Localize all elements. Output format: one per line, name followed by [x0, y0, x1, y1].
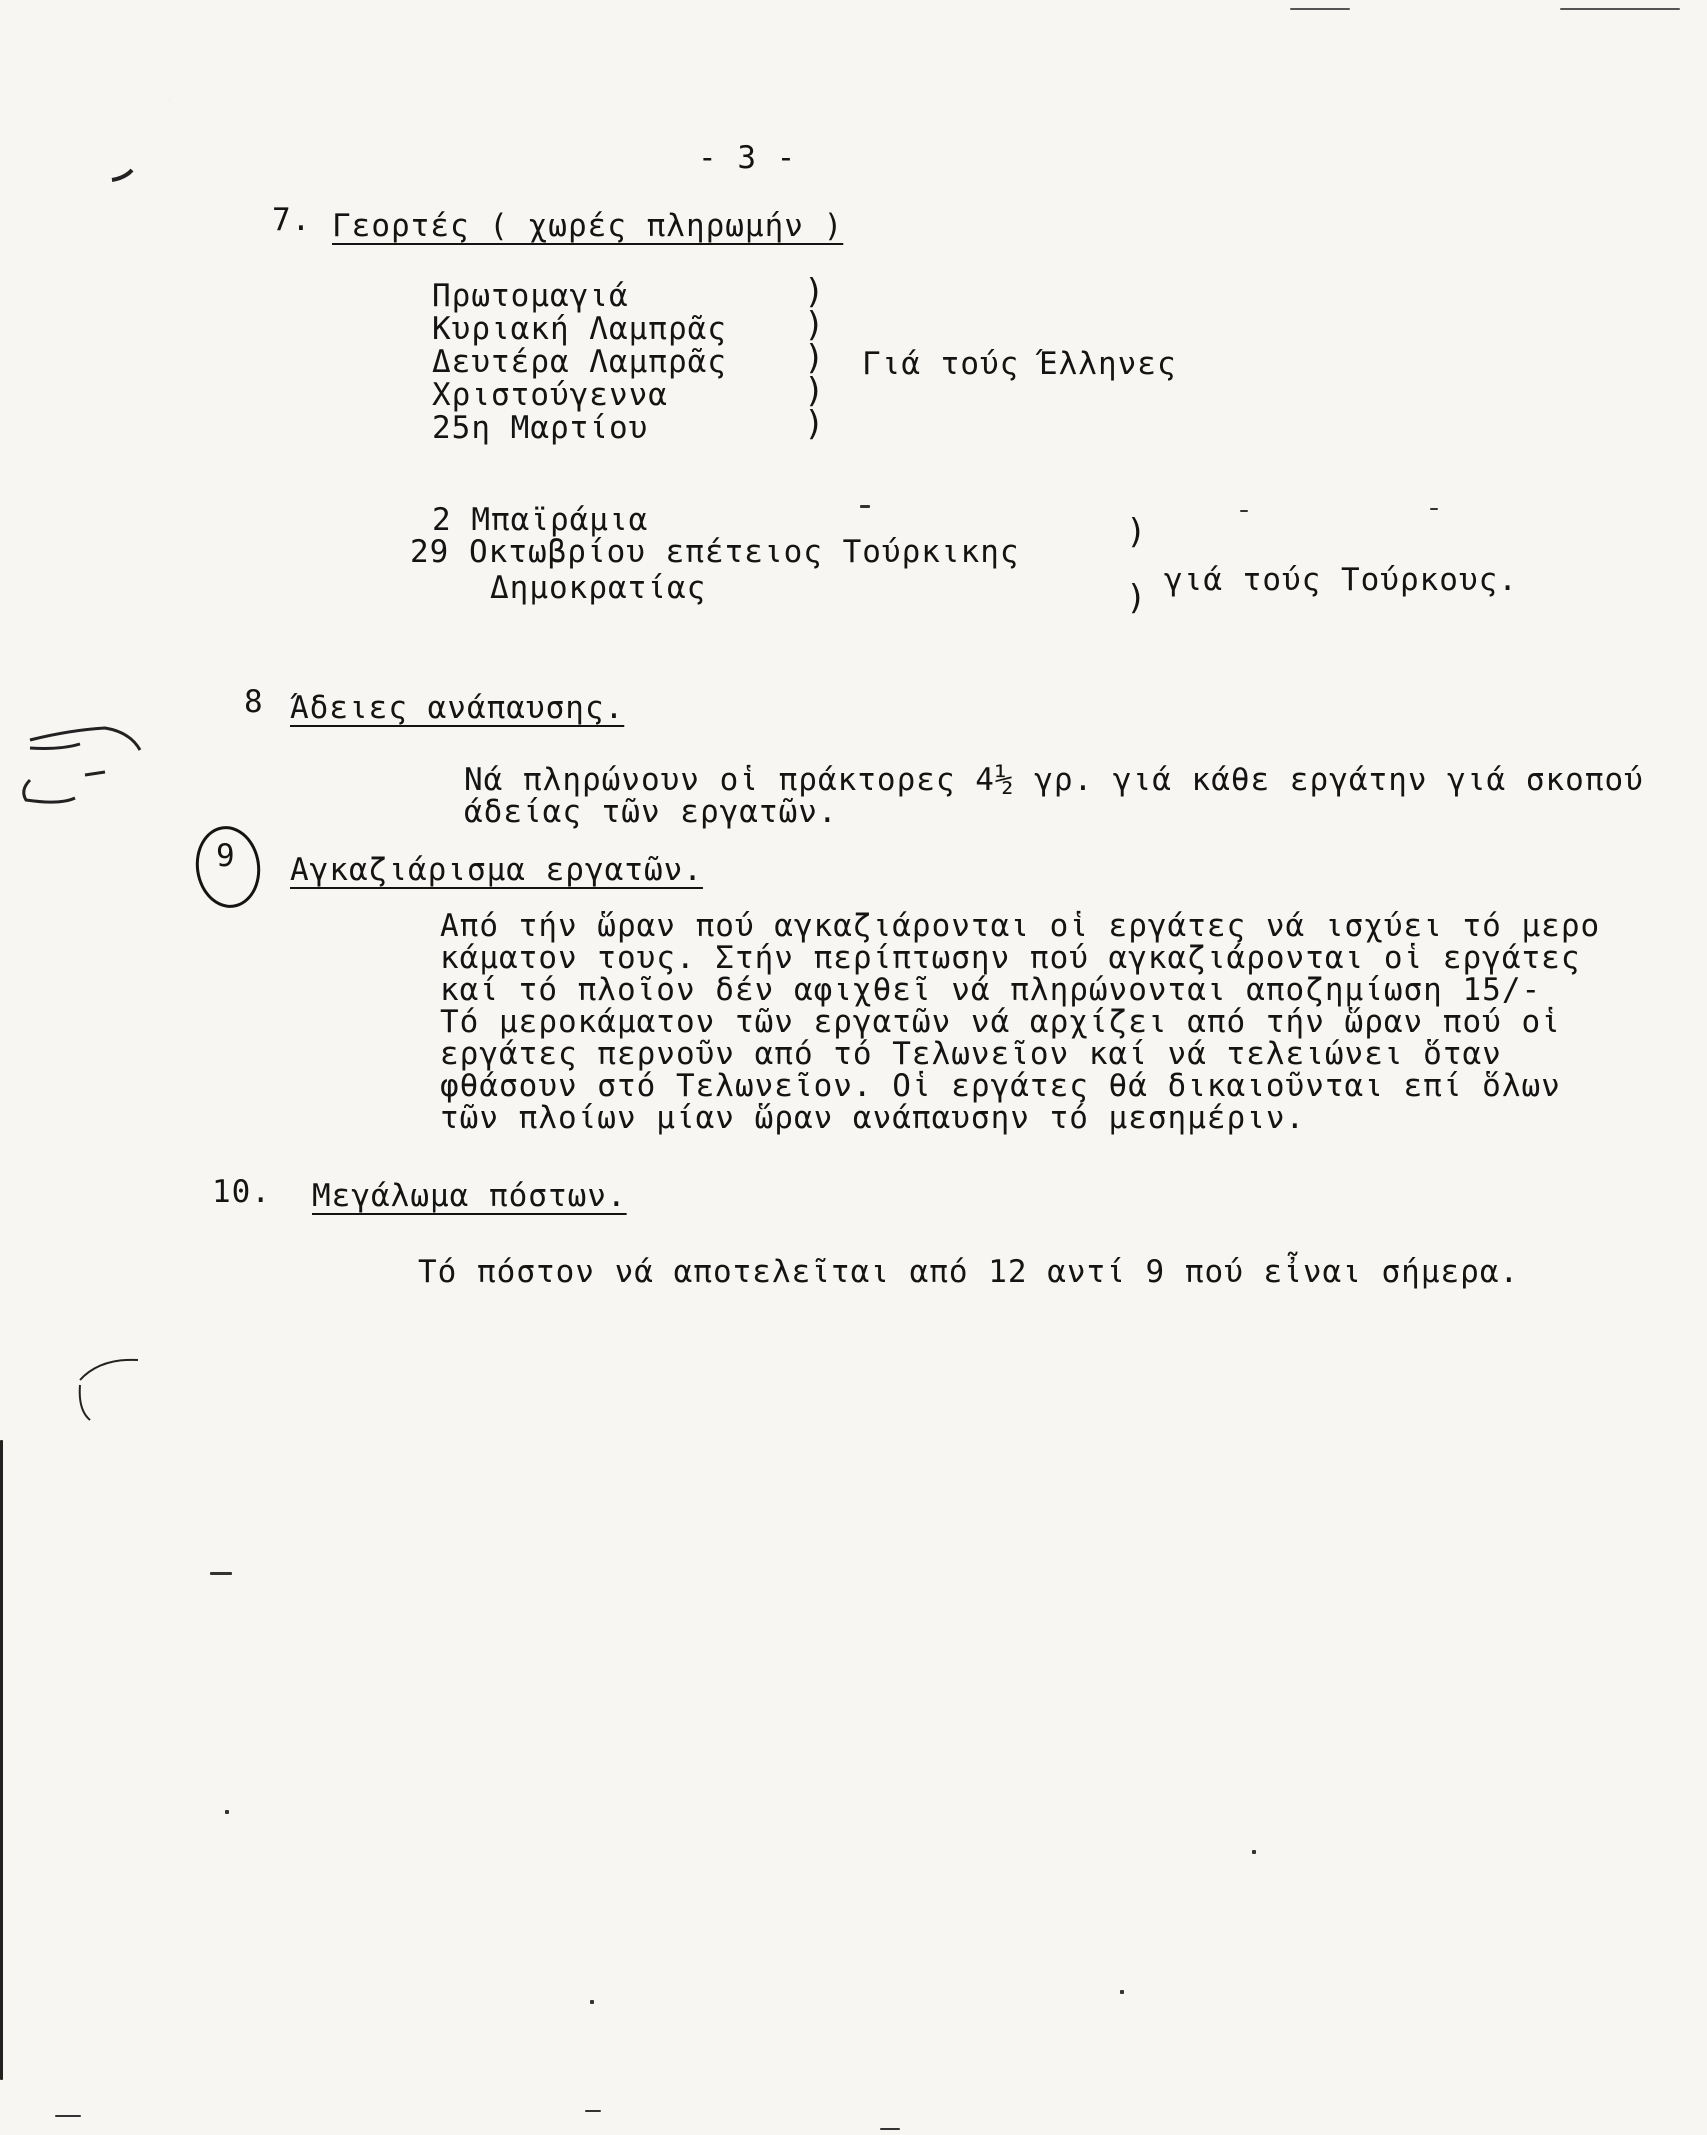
section-9-heading: Αγκαζιάρισμα εργατῶν. [290, 852, 703, 888]
section-10-line: Τό πόστον νά αποτελεῖται από 12 αντί 9 πού εἶναι σήμερα. [418, 1254, 1520, 1290]
section-9-number: 9 [216, 838, 236, 874]
scan-speck [860, 505, 870, 508]
scan-speck [1240, 510, 1248, 512]
greek-holiday-2: Κυριακή Λαμπρᾶς [432, 311, 727, 347]
section-9-line: Τό μεροκάματον τῶν εργατῶν νά αρχίζει από τήν ὥραν πού οἱ [440, 1004, 1561, 1040]
scan-speck [590, 2000, 594, 2004]
page-number: - 3 - [698, 140, 797, 176]
section-9-line: τῶν πλοίων μίαν ὥραν ανάπαυσην τό μεσημέριν. [440, 1100, 1306, 1136]
section-10-heading: Μεγάλωμα πόστων. [312, 1178, 627, 1214]
section-9-line: Από τήν ὥραν πού αγκαζιάρονται οἱ εργάτες νά ισχύει τό μερο [440, 908, 1601, 944]
scan-speck [880, 2128, 900, 2130]
greek-holiday-5: 25η Μαρτίου [432, 410, 649, 446]
greek-holidays-note: Γιά τούς Έλληνες [862, 346, 1177, 382]
section-10-body [418, 1256, 1519, 1288]
section-9-line: φθάσουν στό Τελωνεῖον. Οἱ εργάτες θά δικαιοῦνται επί ὅλων [440, 1068, 1561, 1104]
scan-speck [1290, 8, 1350, 10]
scan-speck [1120, 1990, 1124, 1994]
section-9-body [440, 910, 1600, 1134]
turkish-holiday-2: 29 Οκτωβρίου επέτειος Τούρκικης [410, 534, 1020, 570]
section-9-line: κάματον τους. Στήν περίπτωσην πού αγκαζιάρονται οἱ εργάτες [440, 940, 1581, 976]
turkish-holiday-3: Δημοκρατίας [490, 570, 707, 606]
greek-holiday-3: Δευτέρα Λαμπρᾶς [432, 344, 727, 380]
scan-speck [1560, 8, 1680, 10]
scan-speck [210, 1572, 232, 1575]
section-8-body [464, 764, 1644, 828]
scan-speck [55, 2115, 81, 2117]
scan-speck [585, 2110, 601, 2112]
scan-speck [1430, 508, 1438, 510]
section-8-line: Νά πληρώνουν οἱ πράκτορες 4½ γρ. γιά κάθε εργάτην γιά σκοπού [464, 762, 1644, 798]
margin-pen-marks [0, 60, 170, 1510]
greek-bracket: ) ) ) ) ) [804, 272, 825, 444]
section-9-line: καί τό πλοῖον δέν αφιχθεῖ νά πληρώνονται αποζημίωση 15/- [440, 972, 1542, 1008]
left-edge-line [0, 1440, 3, 2080]
section-8-number: 8 [244, 684, 264, 720]
scan-speck [1252, 1850, 1256, 1854]
section-10-number: 10. [212, 1174, 271, 1210]
section-8-heading: Άδειες ανάπαυσης. [290, 690, 625, 726]
turkish-bracket: ) ) [1126, 512, 1147, 618]
section-9-line: εργάτες περνοῦν από τό Τελωνεῖον καί νά τελειώνει ὅταν [440, 1036, 1502, 1072]
turkish-holiday-1: 2 Μπαϊράμια [432, 502, 649, 538]
section-7-number: 7. [272, 202, 312, 238]
section-7-heading: Γεορτές ( χωρές πληρωμήν ) [332, 208, 844, 244]
greek-holiday-4: Χριστούγεννα [432, 377, 668, 413]
section-8-line: άδείας τῶν εργατῶν. [464, 794, 838, 830]
scan-speck [225, 1810, 229, 1814]
turkish-holidays-note: γιά τούς Τούρκους. [1164, 562, 1518, 598]
greek-holiday-1: Πρωτομαγιά [432, 278, 629, 314]
